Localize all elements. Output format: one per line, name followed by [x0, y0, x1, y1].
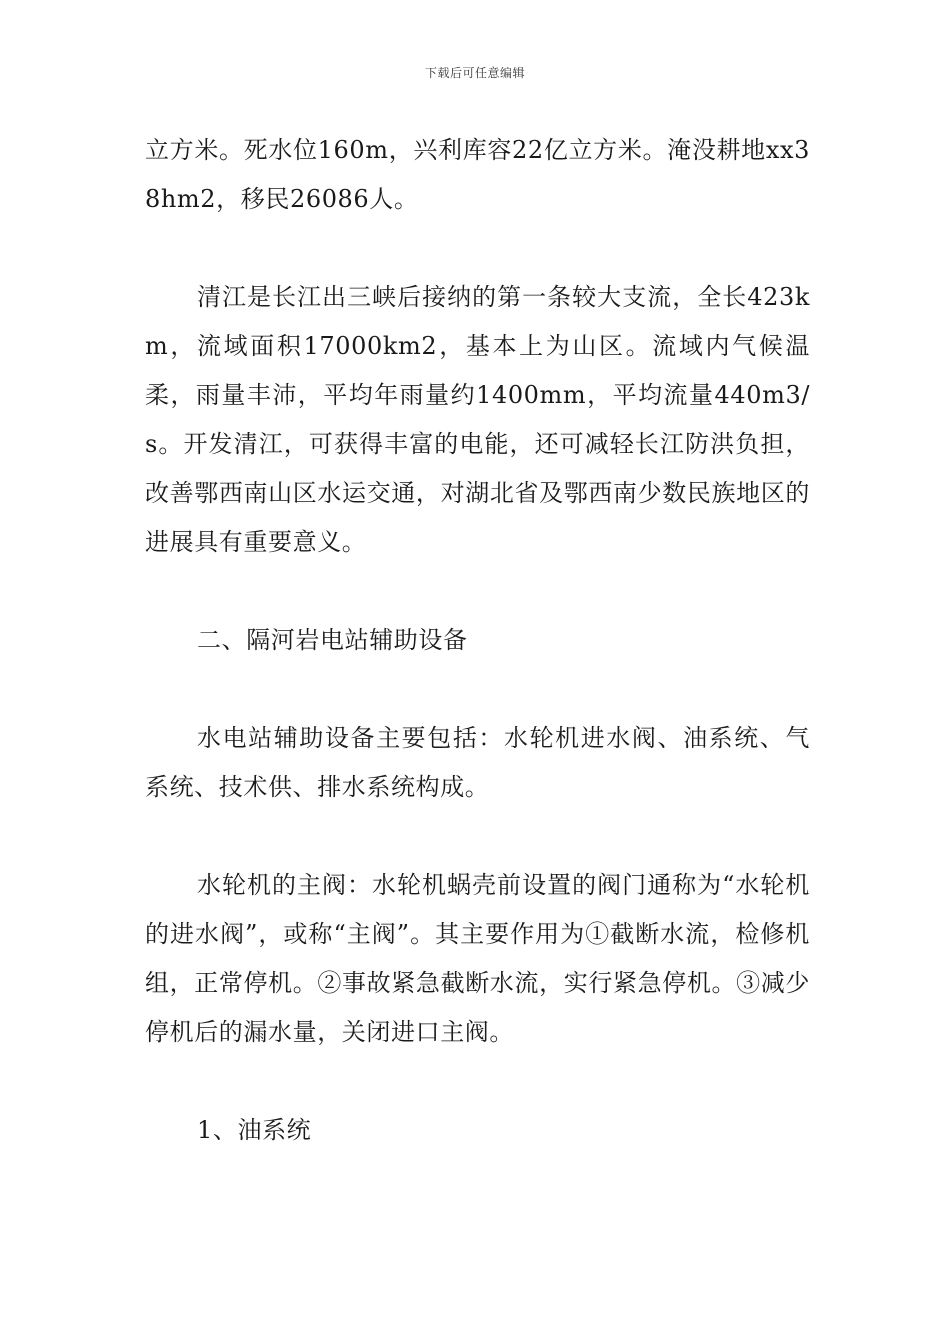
section-heading-auxiliary-equipment: 二、隔河岩电站辅助设备 — [197, 626, 468, 654]
page-header: 下载后可任意编辑 — [424, 66, 525, 80]
subsection-heading-oil-system: 1、油系统 — [197, 1116, 312, 1144]
paragraph-qingjiang-river: 清江是长江出三峡后接纳的第一条较大支流，全长423km，流域面积17000km2，基本上为山区。流域内气候温柔，雨量丰沛，平均年雨量约1400mm，平均流量440m3/s。开发清江，可获得丰富的电能，还可减轻长江防洪负担，改善鄂西南山区水运交通，对湖北省及鄂西南少数民族地区的进展具有重要意义。 — [145, 283, 810, 556]
paragraph-main-valve: 水轮机的主阀：水轮机蜗壳前设置的阀门通称为“水轮机的进水阀”，或称“主阀”。其主要作用为①截断水流，检修机组，正常停机。②事故紧急截断水流，实行紧急停机。③减少停机后的漏水量，关闭进口主阀。 — [145, 871, 810, 1046]
paragraph-auxiliary-equipment: 水电站辅助设备主要包括：水轮机进水阀、油系统、气系统、技术供、排水系统构成。 — [145, 724, 810, 801]
document-body — [145, 126, 810, 1204]
paragraph-reservoir-data: 立方米。死水位160m，兴利库容22亿立方米。淹没耕地xx38hm2，移民26086人。 — [145, 136, 810, 213]
